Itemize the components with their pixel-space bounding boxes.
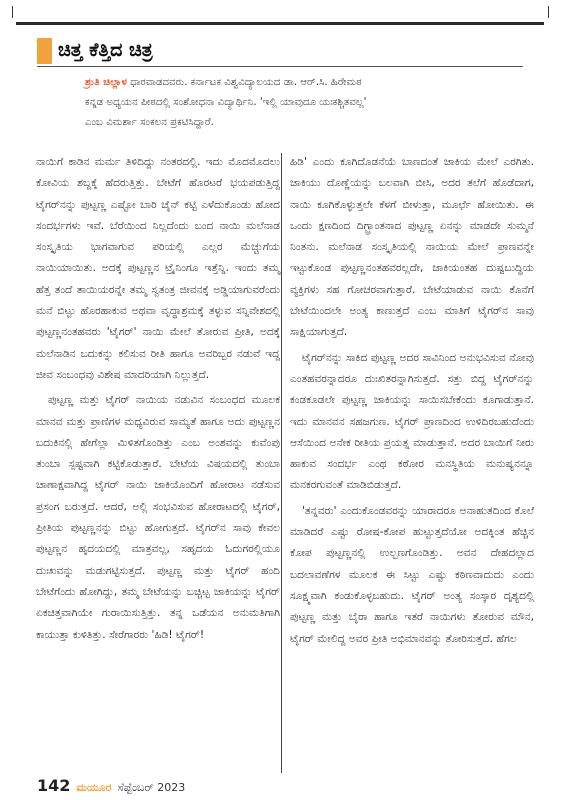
author-bio	[85, 73, 515, 133]
crop-mark-top-left	[12, 6, 13, 18]
left-column	[36, 152, 280, 646]
title-rule	[37, 66, 523, 67]
left-paragraph-1: ನಾಯಿಗೆ ಕಾಡಿನ ಮರ್ಮ ತಿಳಿದಿದ್ದು ನಂತರದಲ್ಲಿ. ಇದು ಮೊದಮೊದಲು ಕೋವಿಯ ಶಬ್ದಕ್ಕೆ ಹೆದರುತ್ತಿತ್ತು. ಬೇಟೆಗೆ ಹೊರಟರೆ ಭಯಪಡುತ್ತಿದ್ದ ಟೈಗರ್‌ನನ್ನು ಪುಟ್ಟಣ್ಣ ಎಷ್ಟೋ ಬಾರಿ ಚೈನ್ ಕಟ್ಟಿ ಎಳೆದುಕೊಂಡು ಹೋದ ಸಂದರ್ಭಗಳು ಇವೆ. ಬೆರೆಯಿಂದ ನಿಲ್ಲದೆಂದು ಬಂದ ನಾಯಿ ಮಲೆನಾಡ ಸಂಸ್ಕೃತಿಯ ಭಾಗವಾಗುವ ಪರಿಯಲ್ಲಿ ಎಲ್ಲರ ಮೆಚ್ಚುಗೆಯ ನಾಯಿಯಾಯಿತು. ಅದಕ್ಕೆ ಪುಟ್ಟಣ್ಣನ ಟ್ರೈನಿಂಗೂ ಇತ್ತೆನ್ನಿ. ಇಂದು ತಮ್ಮ ಹೆತ್ತ ತಂದೆ ತಾಯಿಯರನ್ನೇ ತಮ್ಮ ಸ್ವತಂತ್ರ ಜೀವನಕ್ಕೆ ಅಡ್ಡಿಯಾಗುವರೆಂದು ಮನೆ ಬಿಟ್ಟು ಹೊರಹಾಕುವ ಅಥವಾ ವೃದ್ಧಾಶ್ರಮಕ್ಕೆ ತಳ್ಳುವ ಸನ್ನಿವೇಶದಲ್ಲಿ ಪುಟ್ಟಣ್ಣನಂತಹವರು 'ಟೈಗರ್' ನಾಯಿ ಮೇಲೆ ತೋರುವ ಪ್ರೀತಿ, ಅದಕ್ಕೆ ಮಲೆನಾಡಿನ ಬದುಕನ್ನು ಕಲಿಸುವ ರೀತಿ ಹಾಗೂ ಅವರಿಬ್ಬರ ನಡುವೆ ಇದ್ದ ಜೀವ ಸಂಬಂಧವು ವಿಶೇಷ ಮಾದರಿಯಾಗಿ ನಿಲ್ಲುತ್ತದೆ.	[36, 156, 280, 381]
section-title: ಚಿತ್ತ ಕೆತ್ತಿದ ಚಿತ್ರ	[58, 39, 153, 61]
author-bio-line-1: ಧಾರವಾಡದವರು. ಕರ್ನಾಟಕ ವಿಶ್ವವಿದ್ಯಾಲಯದ ಡಾ. ಆರ್.ಸಿ. ಹಿರೇಮಠ	[127, 77, 362, 88]
right-paragraph-3: 'ತನ್ನವರು' ಎಂದುಕೊಂಡವರನ್ನು ಯಾರಾದರೂ ಅನಾಹುತದಿಂದ ಕೊಲೆ ಮಾಡಿದರೆ ಎಷ್ಟು ರೋಷ-ಕೋಪ ಹುಟ್ಟುತ್ತದೆಯೋ ಅದಕ್ಕಿಂತ ಹೆಚ್ಚಿನ ಕೋಪ ಪುಟ್ಟಣ್ಣನಲ್ಲಿ ಉಲ್ಬಣಗೊಂಡಿತ್ತು. ಅವನ ದೇಹದಲ್ಲಾದ ಬದಲಾವಣೆಗಳ ಮೂಲಕ ಈ ಸಿಟ್ಟು ಎಷ್ಟು ಕಠಿಣವಾದುದು ಎಂದು ಸೂಕ್ಷ್ಮವಾಗಿ ಕಂಡುಕೊಳ್ಳಬಹುದು. ಟೈಗರ್ ಅಂತ್ಯ ಸಂಸ್ಕಾರ ದೃಶ್ಯದಲ್ಲಿ ಪುಟ್ಟಣ್ಣ ಮತ್ತು ಬೈರಾ ಹಾಗೂ ಇತರೆ ನಾಯಿಗಳು ತೋರುವ ಮೌನ, ಟೈಗರ್ ಮೇಲಿದ್ದ ಅವರ ಪ್ರೀತಿ ಅಭಿಮಾನವನ್ನು ತೋರಿಸುತ್ತದೆ. ಹೆಗಲ	[290, 504, 534, 645]
author-bio-line-3: ಎಂಬ ವಿಮರ್ಶಾ ಸಂಕಲನ ಪ್ರಕಟಿಸಿದ್ದಾರೆ.	[85, 117, 214, 128]
section-accent-bar	[37, 38, 52, 64]
column-divider	[281, 153, 282, 773]
author-name: ಶ್ರುತಿ ಚಿಲ್ಲಾಳ	[85, 77, 128, 88]
author-bio-line-2: ಕನ್ನಡ ಅಧ್ಯಯನ ಪೀಠದಲ್ಲಿ ಸಂಶೋಧನಾ ವಿದ್ಯಾರ್ಥಿನಿ. 'ಇಲ್ಲಿ ಯಾವುದೂ ಯಃಕಶ್ಚಿತವಲ್ಲ'	[85, 97, 367, 108]
magazine-name: ಮಯೂರ	[76, 781, 112, 794]
page-footer	[37, 776, 185, 798]
crop-mark-top-right	[548, 6, 549, 18]
left-paragraph-2: ಪುಟ್ಟಣ್ಣ ಮತ್ತು ಟೈಗರ್ ನಾಯಿಯ ನಡುವಿನ ಸಂಬಂಧದ ಮೂಲಕ ಮಾನವ ಮತ್ತು ಪ್ರಾಣಿಗಳ ಮಧ್ಯವಿರುವ ಸಾಮ್ಯತೆ ಹಾಗೂ ಅದು ಪುಟ್ಟಣ್ಣನ ಬದುಕಿನಲ್ಲಿ ಹೇಗೆಲ್ಲಾ ಮಿಳಿತಗೊಂಡಿತ್ತು ಎಂಬ ಅಂಶವನ್ನು ಕುವೆಂಪು ತುಂಬಾ ಸ್ಪಷ್ಟವಾಗಿ ಕಟ್ಟಿಕೊಡುತ್ತಾರೆ. ಬೇಟೆಯ ವಿಷಯದಲ್ಲಿ ತುಂಬಾ ಚಾಣಾಕ್ಷವಾಗಿದ್ದ ಟೈಗರ್ ನಾಯಿ ಜಾಕಿಯೊಂದಿಗೆ ಹೋರಾಟ ನಡೆಸುವ ಪ್ರಸಂಗ ಬರುತ್ತದೆ. ಆದರೆ, ಅಲ್ಲಿ ಸಂಭವಿಸುವ ಹೋರಾಟದಲ್ಲಿ ಟೈಗರ್, ಪ್ರೀತಿಯ ಪುಟ್ಟಣ್ಣನನ್ನು ಬಿಟ್ಟು ಹೋಗುತ್ತದೆ. ಟೈಗರ್‌ನ ಸಾವು ಕೇವಲ ಪುಟ್ಟಣ್ಣನ ಹೃದಯದಲ್ಲಿ ಮಾತ್ರವಲ್ಲ, ಸಹೃದಯ ಓದುಗರಲ್ಲಿಯೂ ದುಃಖವನ್ನು ಮಡುಗಟ್ಟಿಸುತ್ತದೆ. ಪುಟ್ಟಣ್ಣ ಮತ್ತು ಟೈಗರ್ ಹಂದಿ ಬೇಟೆಗೆಂದು ಹೋಗಿದ್ದು, ತಮ್ಮ ಬೇಟೆಯನ್ನು ಬಚ್ಚಿಟ್ಟ ಜಾಕಿಯನ್ನು ಟೈಗರ್ ಏಕಚಿತ್ತವಾಗಿಯೇ ಗುರಾಯಿಸುತ್ತಿತ್ತು. ತನ್ನ ಒಡೆಯನ ಅನುಮತಿಗಾಗಿ ಕಾಯುತ್ತಾ ಕುಳಿತಿತ್ತು. ಸೇರೆಗಾರರು 'ಹಿಡಿ! ಟೈಗರ್!	[36, 394, 280, 641]
issue-date: ಸೆಪ್ಟೆಂಬರ್ 2023	[117, 781, 186, 794]
top-rule	[16, 22, 544, 25]
page-number: 142	[37, 776, 71, 795]
right-paragraph-2: ಟೈಗರ್‌ನನ್ನು ಸಾಕಿದ ಪುಟ್ಟಣ್ಣ ಅದರ ಸಾವಿನಿಂದ ಅನುಭವಿಸುವ ನೋವು ಎಂತಹವರನ್ನಾದರೂ ದುಃಖಿತರನ್ನಾಗಿಸುತ್ತದೆ. ಸತ್ತು ಬಿದ್ದ ಟೈಗರ್‌ನನ್ನು ಕಂಡಕೂಡಲೇ ಪುಟ್ಟಣ್ಣ ಜಾಕಿಯನ್ನು ಸಾಯಿಸಬೇಕೆಂದು ಕೂಗಾಡುತ್ತಾನೆ. ಇದು ಮಾನವನ ಸಹಜಗುಣ. ಟೈಗರ್ ಪ್ರಾಣದಿಂದ ಉಳಿದಿರಬಹುದೆಂದು ಆಸೆಯಿಂದ ಅನೇಕ ರೀತಿಯ ಪ್ರಯತ್ನ ಮಾಡುತ್ತಾನೆ. ಅದರ ಬಾಯಿಗೆ ನೀರು ಹಾಕುವ ಸಂದರ್ಭ ಎಂಥ ಕಠೋರ ಮನಸ್ಥಿತಿಯ ಮನುಷ್ಯನನ್ನೂ ಮನಕರಗುವಂತೆ ಮಾಡಿಬಿಡುತ್ತದೆ.	[290, 351, 534, 492]
right-paragraph-1: ಹಿಡಿ' ಎಂದು ಕೂಗಿದೊಡನೆಯೆ ಬಾಣದಂತೆ ಜಾಕಿಯ ಮೇಲೆ ಎರಗಿತು. ಜಾಕಿಯು ದೊಣ್ಣೆಯನ್ನು ಬಲವಾಗಿ ಬೀಸಿ, ಅದರ ತಲೆಗೆ ಹೊಡೆದಾಗ, ನಾಯಿ ಕೂಗಿಕೊಳ್ಳುತ್ತಲೇ ಕೆಳಗೆ ಬೀಳುತ್ತಾ, ಮೂರ್ಛೆ ಹೋಯಿತು. ಈ ಒಂದು ಕ್ಷಣದಿಂದ ದಿಗ್ಭ್ರಾಂತನಾದ ಪುಟ್ಟಣ್ಣ ಏನನ್ನು ಮಾಡದೇ ಸುಮ್ಮನೆ ನಿಂತನು. ಮಲೆನಾಡ ಸಂಸ್ಕೃತಿಯಲ್ಲಿ ನಾಯಿಯ ಮೇಲೆ ಪ್ರಾಣವನ್ನೇ ಇಟ್ಟುಕೊಂಡ ಪುಟ್ಟಣ್ಣನಂತಹವರಲ್ಲದೇ, ಜಾಕಿಯಂತಹ ದುಷ್ಟಬುದ್ಧಿಯ ವ್ಯಕ್ತಿಗಳು ಸಹ ಗೋಚರವಾಗುತ್ತಾರೆ. ಬೇಟೆಯಾಡುವ ನಾಯಿ ಕೊನೆಗೆ ಬೇಟೆಯಿಂದಲೇ ಅಂತ್ಯ ಕಾಣುತ್ತದೆ ಎಂಬ ಮಾತಿಗೆ ಟೈಗರ್‌ನ ಸಾವು ಸಾಕ್ಷಿಯಾಗುತ್ತದೆ.	[290, 156, 534, 339]
right-column	[290, 152, 534, 650]
